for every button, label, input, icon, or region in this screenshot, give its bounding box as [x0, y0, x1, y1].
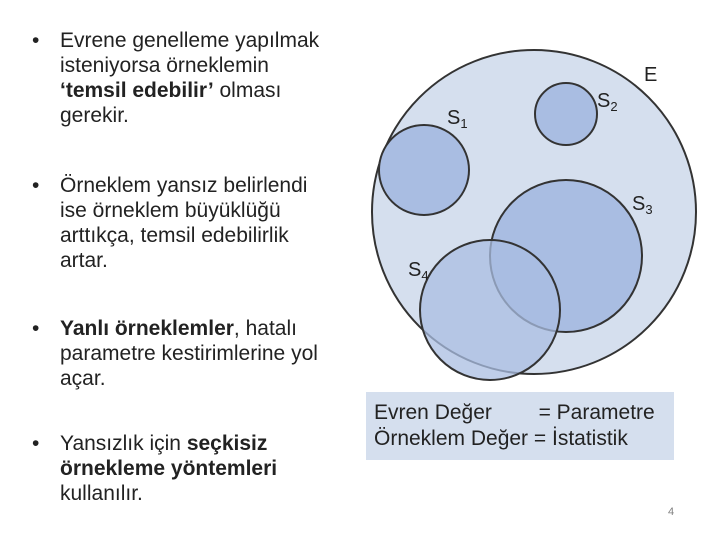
bullet-dot: • [32, 29, 40, 52]
bullet-dot: • [32, 317, 40, 340]
sample-label-s3: $S_3$ [632, 193, 653, 217]
sample-label-s1: $S_1$ [447, 107, 468, 131]
bullet-text: Evrene genelleme yapılmak isteniyorsa örneklemin [60, 29, 320, 77]
sample-label-s2: $S_2$ [597, 90, 618, 114]
bullet-bold-text: ‘temsil edebilir’ [60, 79, 214, 102]
bullet-bold-text: Yanlı örneklemler [60, 317, 234, 340]
sample-circle-s1 [379, 125, 469, 215]
sample-circle-s4 [420, 240, 560, 380]
bullet-text: kullanılır. [60, 482, 143, 505]
sample-label-s4: $S_4$ [408, 259, 429, 283]
bullet-text: , hatalı parametre kestirimlerine yol açar. [60, 317, 318, 390]
definition-line-2: Örneklem Değer = İstatistik [374, 427, 628, 450]
bullet-bold-text: seçkisiz örnekleme yöntemleri [60, 432, 278, 480]
bullet-text: Örneklem yansız belirlendi ise örneklem büyüklüğü arttıkça, temsil edebilirlik artar. [60, 174, 308, 272]
bullet-dot: • [32, 432, 40, 455]
definition-box [366, 392, 674, 460]
bullet-text: Yansızlık için [60, 432, 187, 455]
bullet-text: olması gerekir. [60, 79, 282, 127]
bullet-dot: • [32, 174, 40, 197]
sample-circle-s2 [535, 83, 597, 145]
page-number: 4 [668, 506, 675, 518]
universe-label: E [644, 64, 658, 86]
definition-line-1: Evren Değer = Parametre [374, 401, 655, 424]
